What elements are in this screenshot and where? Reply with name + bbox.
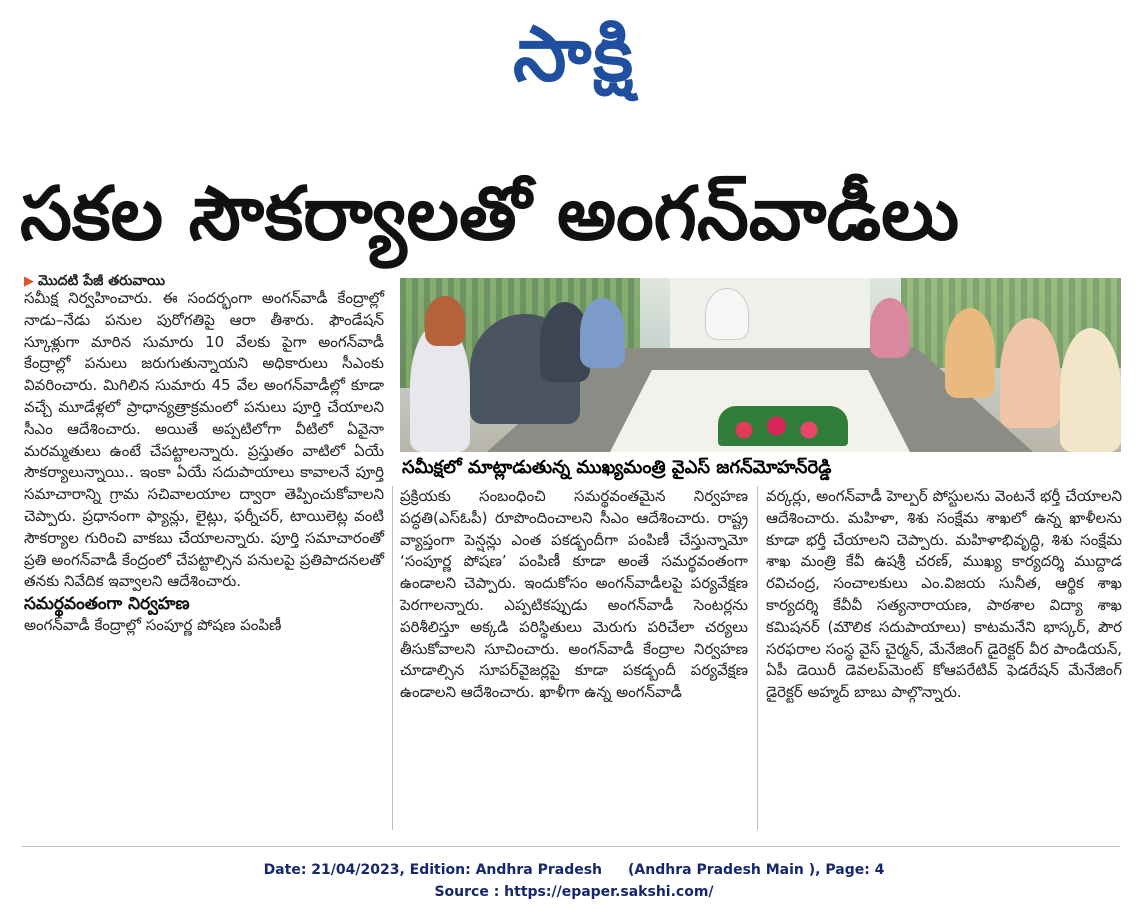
footer-divider [22,846,1120,847]
photo-person [945,308,995,398]
photo-flower-arrangement [718,406,848,446]
subheading: సమర్థవంతంగా నిర్వహణ [24,594,190,615]
column-2-paragraph: ప్రక్రియకు సంబంధించి సమర్థవంతమైన నిర్వహణ పద్ధతి(ఎస్‌ఓపీ) రూపొందించాలని సీఎం ఆదేశించారు. రాష్ట్ర వ్యాప్తంగా పెన్షన్లు ఎంత పకడ్బందీగా పంపిణీ చేస్తున్నామో ‘సంపూర్ణ పోషణ’ పంపిణీ కూడా అంతే సమర్థవంతంగా ఉండాలని చెప్పారు. ఇందుకోసం అంగన్‌వాడీలపై పర్యవేక్షణ పెరగాలన్నారు. ఎప్పటికప్పుడు అంగన్‌వాడీ సెంటర్లను పరిశీలిస్తూ అక్కడి పరిస్థితులు మెరుగు పరిచేలా చర్యలు తీసుకోవాలని సూచించారు. అంగన్‌వాడీ కేంద్రాల నిర్వహణ చూడాల్సిన సూపర్‌వైజర్లపై కూడా పకడ్బందీ పర్యవేక్షణ ఉండాలని ఆదేశించారు. ఖాళీగా ఉన్న అంగన్‌వాడీ [400,487,748,702]
column-3-paragraph: వర్కర్లు, అంగన్‌వాడీ హెల్పర్‌ పోస్టులను వెంటనే భర్తీ చేయాలని ఆదేశించారు. మహిళా, శిశు సంక్షేమ శాఖలో ఉన్న ఖాళీలను కూడా భర్తీ చేయాలని చెప్పారు. మహిళాభివృద్ధి, శిశు సంక్షేమ శాఖ మంత్రి కేవీ ఉషశ్రీ చరణ్‌, ముఖ్య కార్యదర్శి ముద్దాడ రవిచంద్ర, సంచాలకులు ఎం.విజయ సునీత, ఆర్థిక శాఖ కార్యదర్శి కేవీవీ సత్యనారాయణ, పాఠశాల విద్యా శాఖ కమిషనర్‌ (మౌలిక సదుపాయాలు) కాటమనేని భాస్కర్‌, పౌర సరఫరాల సంస్థ వైస్‌ చైర్మన్‌, మేనేజింగ్‌ డైరెక్టర్‌ వీర పాండియన్‌, ఏపీ డెయిరీ డెవలప్‌మెంట్‌ కోఆపరేటివ్‌ ఫెడరేషన్‌ మేనేజింగ్‌ డైరెక్టర్‌ అహ్మద్‌ బాబు పాల్గొన్నారు. [766,487,1122,702]
sakshi-logo: సాక్షి [512,9,636,98]
photo-wall-center [670,278,870,348]
continued-label-text: మొదటి పేజీ తరువాయి [38,273,165,289]
article-column-2 [400,486,748,704]
photo-person [425,296,465,346]
footer-date-line [0,862,1148,878]
meeting-photo [400,278,1121,452]
footer-edition-page: (Andhra Pradesh Main ), Page: 4 [628,862,885,878]
photo-person [1060,328,1121,452]
footer-source: Source : https://epaper.sakshi.com/ [434,884,714,900]
photo-person-chief-minister [705,288,749,340]
column-divider [392,486,393,830]
footer-date: Date: 21/04/2023, Edition: Andhra Pradesh [263,862,603,878]
column-1-paragraph: సమీక్ష నిర్వహించారు. ఈ సందర్భంగా అంగన్‌వాడీ కేంద్రాల్లో నాడు–నేడు పనుల పురోగతిపై ఆరా తీశారు. ఫౌండేషన్‌ స్కూళ్లుగా మారిన సుమారు 10 వేలకు పైగా అంగన్‌వాడీ కేంద్రాల్లో పనులు జరుగుతున్నాయని అధికారులు సీఎంకు వివరించారు. మిగిలిన సుమారు 45 వేల అంగన్‌వాడీల్లో కూడా వచ్చే మూడేళ్లలో ప్రాధాన్యత్రాక్రమంలో పనులు పూర్తి చేయాలని సీఎం ఆదేశించారు. అయితే అప్పటిలోగా వీటిలో ఏవైనా మరమ్మతులు ఉంటే చేపట్టాలన్నారు. ప్రస్తుతం వాటిలో ఏయే సౌకర్యాలున్నాయి.. ఇంకా ఏయే సదుపాయాలు కావాలనే పూర్తి సమాచారాన్ని గ్రామ సచివాలయాల ద్వారా తెప్పించుకోవాలని చెప్పారు. ప్రధానంగా ఫ్యాన్లు, లైట్లు, ఫర్నీచర్‌, టాయిలెట్ల వంటి సౌకర్యాల గురించి వాకబు చేయాలన్నారు. పూర్తి సమాచారంతో ప్రతి అంగన్‌వాడీ కేంద్రంలో చేపట్టాల్సిన పనులపై ప్రతిపాదనలతో తనకు నివేదిక ఇవ్వాలని ఆదేశించారు. [24,289,384,591]
headline: సకల సౌకర్యాలతో అంగన్‌వాడీలు [20,171,960,257]
triangle-arrow-icon: ▶ [24,274,34,289]
article-column-1 [24,288,384,637]
photo-person [1000,318,1060,428]
photo-person [580,298,625,368]
column-1-paragraph-continued: అంగన్‌వాడీ కేంద్రాల్లో సంపూర్ణ పోషణ పంపిణీ [24,616,282,635]
column-divider [757,486,758,830]
photo-person [870,298,910,358]
photo-caption: సమీక్షలో మాట్లాడుతున్న ముఖ్యమంత్రి వైఎస్‌ జగన్‌మోహన్‌రెడ్డి [400,454,1123,482]
article-column-3 [766,486,1122,704]
masthead [0,8,1148,100]
